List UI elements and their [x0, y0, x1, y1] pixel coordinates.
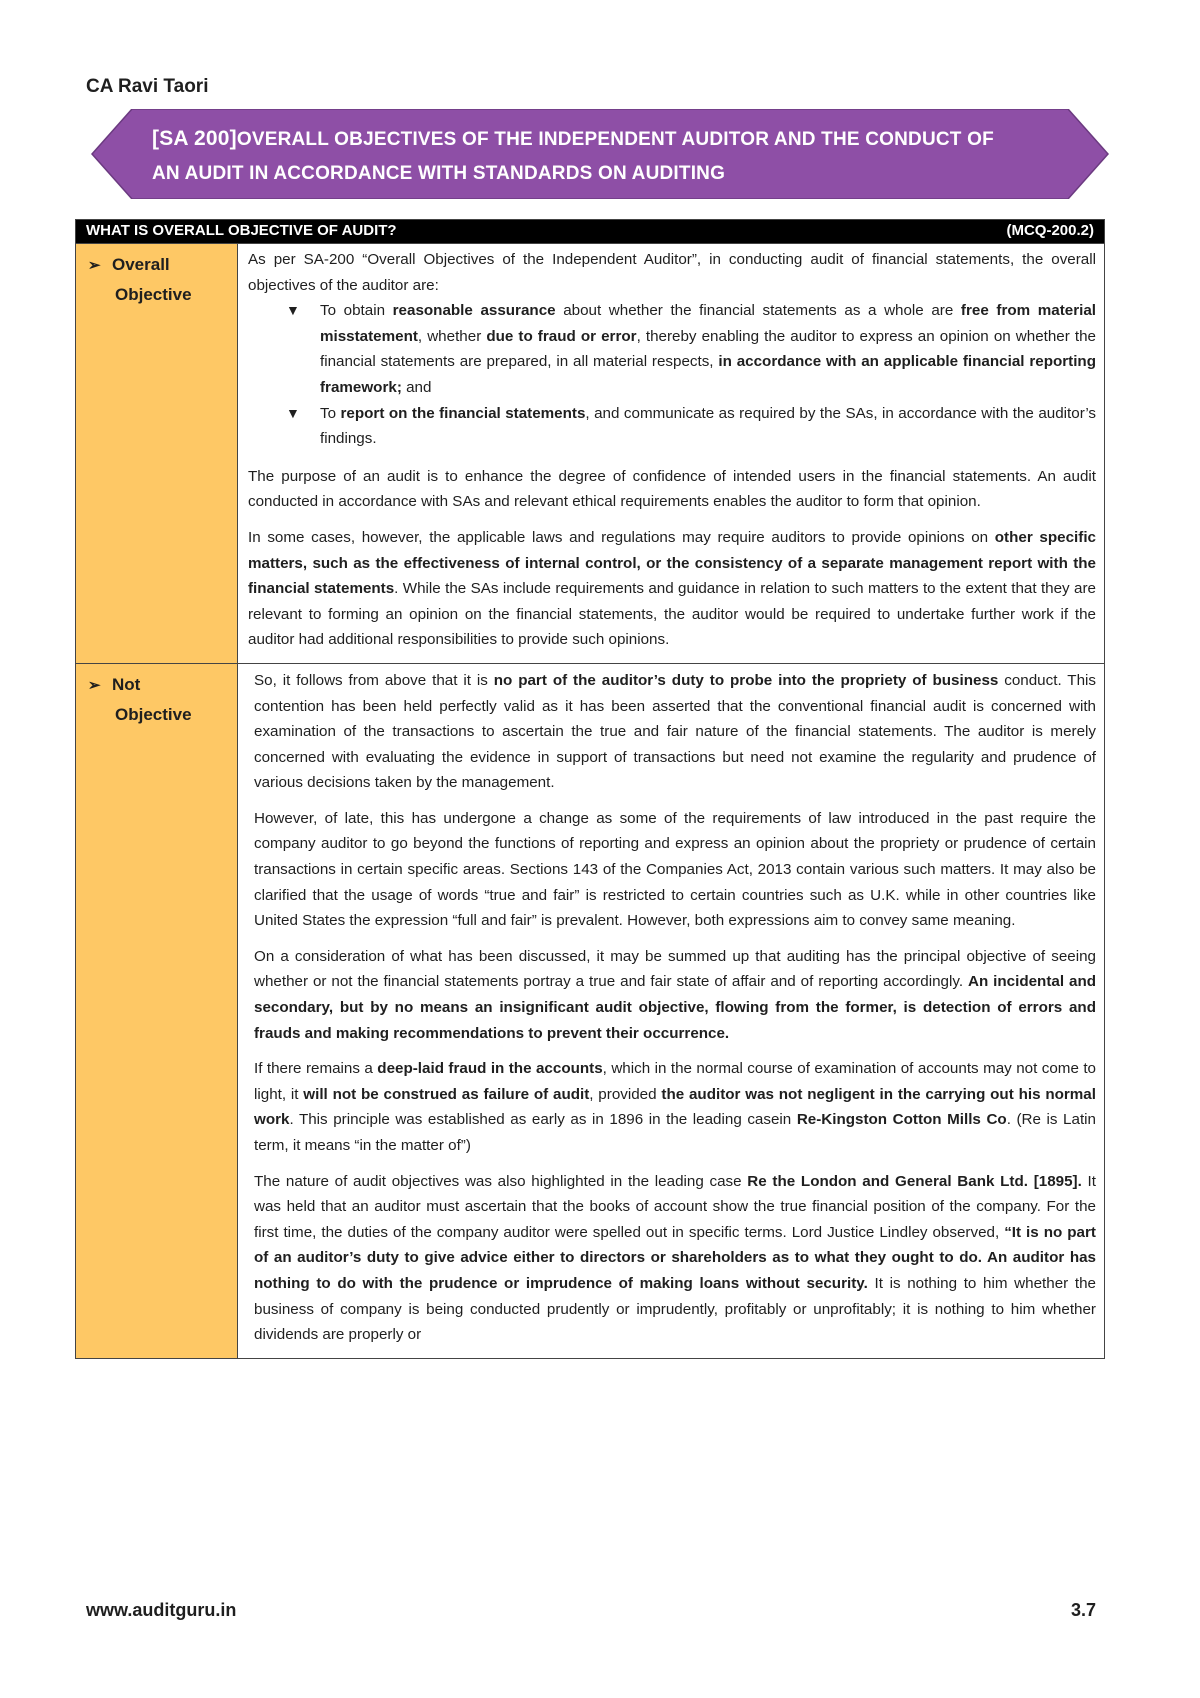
- bold-text: no part of the auditor’s duty to probe into the propriety of business: [493, 671, 999, 689]
- bold-text: free from material misstatement: [320, 302, 1096, 345]
- text: The nature of audit objectives was also highlighted in the leading case: [254, 1172, 748, 1190]
- label-line1: Not: [112, 674, 141, 694]
- bold-text: report on the financial statements: [340, 404, 586, 422]
- bold-text: deep-laid fraud in the accounts: [377, 1060, 603, 1078]
- text: about whether the financial statements as a whole are: [555, 302, 961, 320]
- author-name: CA Ravi Taori: [86, 76, 209, 97]
- text: . This principle was established as early as in 1896 in the leading casein: [289, 1111, 797, 1129]
- bold-text: will not be construed as failure of audit: [303, 1085, 590, 1103]
- bold-text: “It is no part of an auditor’s duty to give advice either to directors or shareholders as to what they ought to do. An auditor has nothing to do with the prudence or imprudence of making loans without security.: [254, 1223, 1096, 1292]
- row-content-overall: [238, 244, 1105, 664]
- list-item: [286, 298, 1096, 400]
- bold-text: other specific matters, such as the effectiveness of internal control, or the consistency of a separate management report with the financial statements: [248, 528, 1096, 598]
- bold-text: Re-Kingston Cotton Mills Co: [796, 1111, 1007, 1129]
- label-line2: Objective: [115, 285, 192, 304]
- bold-text: An incidental and secondary, but by no means an insignificant audit objective, flowing from the former, is detection of errors and frauds and making recommendations to prevent their occurrence.: [254, 973, 1097, 1042]
- paragraph: [248, 525, 1096, 653]
- triangle-bullet-icon: ▼: [286, 302, 300, 319]
- text: . While the SAs include requirements and guidance in relation to such matters to the extent that they are relevant to forming an opinion on the financial statements, the auditor would be required to undertake further work if the auditor had additional responsibilities to provide such opinions.: [248, 580, 1096, 649]
- text: and: [401, 378, 432, 396]
- footer-website-link[interactable]: www.auditguru.in: [86, 1600, 237, 1620]
- chapter-banner: [90, 109, 1110, 199]
- bold-text: in accordance with an applicable financial reporting framework;: [320, 353, 1096, 396]
- text: On a consideration of what has been discussed, it may be summed up that auditing has the principal objective of seeing whether or not the financial statements portray a true and fair state of affair and of reporting accordingly.: [254, 947, 1096, 991]
- paragraph: However, of late, this has undergone a change as some of the requirements of law introduced in the past require the company auditor to go beyond the functions of reporting and express an opinion about the propriety or prudence of certain transactions in certain specific areas. Sections 143 of the Companies Act, 2013 contain various such matters. It may also be clarified that the usage of words “true and fair” is restricted to certain countries such as U.K. while in other countries like United States the expression “full and fair” is prevalent. However, both expressions aim to convey same meaning.: [254, 809, 1096, 930]
- arrow-bullet-icon: ➢: [88, 676, 101, 694]
- paragraph: [254, 944, 1096, 1046]
- objectives-table: [75, 219, 1105, 1359]
- triangle-bullet-icon: ▼: [286, 404, 300, 421]
- text: , whether: [417, 327, 487, 345]
- table-row: [76, 663, 1105, 1358]
- chapter-title: [152, 122, 1052, 191]
- chapter-title-line1: OVERALL OBJECTIVES OF THE INDEPENDENT AUDITOR AND THE CONDUCT OF: [236, 129, 994, 150]
- text: In some cases, however, the applicable laws and regulations may require auditors to provide opinions on: [248, 528, 995, 546]
- text: It is nothing to him whether the business of company is being conducted prudently or imprudently, profitably or unprofitably; it is nothing to him whether dividends are properly or: [254, 1274, 1096, 1344]
- table-title: WHAT IS OVERALL OBJECTIVE OF AUDIT?: [86, 222, 397, 239]
- table-header-row: [76, 220, 1105, 244]
- text: , provided: [589, 1085, 662, 1103]
- text: To obtain: [320, 302, 393, 320]
- bold-text: the auditor was not negligent in the carrying out his normal work: [254, 1085, 1096, 1129]
- row-label-overall: [76, 244, 238, 664]
- text: , thereby enabling the auditor to express an opinion on whether the financial statements are prepared, in all material respects,: [320, 327, 1096, 371]
- list-item: [286, 401, 1096, 452]
- paragraph: The purpose of an audit is to enhance the degree of confidence of intended users in the financial statements. An audit conducted in accordance with SAs and relevant ethical requirements enables the auditor to form that opinion.: [248, 467, 1096, 511]
- label-line1: Overall: [112, 255, 170, 274]
- paragraph: [254, 1056, 1096, 1158]
- arrow-bullet-icon: ➢: [88, 257, 101, 274]
- paragraph: [254, 668, 1096, 796]
- objective-list: [248, 298, 1096, 452]
- text: . (Re is Latin term, it means “in the matter of”): [254, 1111, 1096, 1154]
- text: conduct. This contention has been held perfectly valid as it has been asserted that the conventional financial audit is concerned with examination of the transactions to ascertain the true and fair nature of the financial statements. The auditor is merely concerned with evaluating the evidence in support of transactions but need not examine the regularity and prudence of various decisions taken by the management.: [254, 671, 1096, 792]
- bold-text: due to fraud or error: [486, 327, 637, 345]
- chapter-title-line2: AN AUDIT IN ACCORDANCE WITH STANDARDS ON AUDITING: [152, 163, 726, 184]
- text: To: [320, 404, 341, 422]
- bold-text: Re the London and General Bank Ltd. [1895].: [747, 1172, 1082, 1190]
- table-header: [76, 220, 1105, 244]
- table-row: [76, 244, 1105, 664]
- bold-text: reasonable assurance: [392, 302, 556, 320]
- row-content-not: [238, 663, 1105, 1358]
- text: If there remains a: [254, 1060, 378, 1078]
- chapter-code: [SA 200]: [152, 127, 237, 150]
- paragraph: As per SA-200 “Overall Objectives of the Independent Auditor”, in conducting audit of financial statements, the overall objectives of the auditor are:: [248, 251, 1096, 294]
- text: It was held that an auditor must ascertain that the books of account show the true financial position of the company. For the first time, the duties of the company auditor were spelled out in specific terms. Lord Justice Lindley observed,: [254, 1172, 1096, 1241]
- text: So, it follows from above that it is: [254, 671, 494, 689]
- text: , which in the normal course of examination of accounts may not come to light, it: [254, 1060, 1097, 1103]
- row-label-not: [76, 663, 238, 1358]
- text: , and communicate as required by the SAs, in accordance with the auditor’s findings.: [320, 404, 1097, 448]
- label-line2: Objective: [115, 704, 192, 724]
- mcq-code: (MCQ-200.2): [1006, 222, 1094, 239]
- page-number: 3.7: [1070, 1600, 1096, 1620]
- paragraph: [254, 1169, 1096, 1348]
